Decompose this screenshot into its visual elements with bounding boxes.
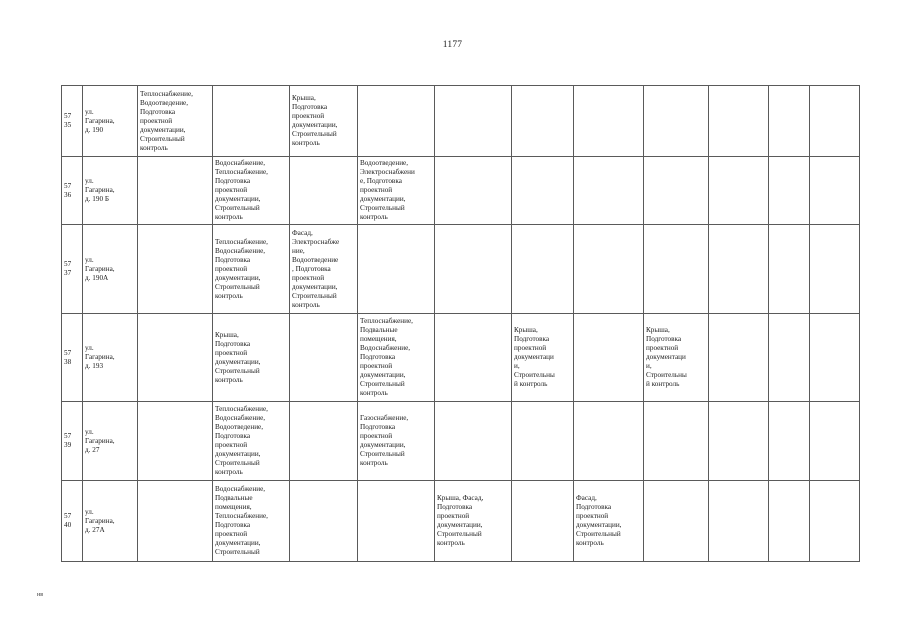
work-cell bbox=[709, 481, 769, 562]
work-cell: Теплоснабжение, Водоснабжение, Подготовка проектной документации, Строительный контроль bbox=[213, 225, 290, 314]
work-cell bbox=[574, 86, 644, 157]
work-cell bbox=[709, 402, 769, 481]
work-cell bbox=[138, 225, 213, 314]
table-row bbox=[62, 86, 860, 157]
work-cell bbox=[138, 402, 213, 481]
table-row bbox=[62, 314, 860, 402]
work-cell: Крыша, Фасад, Подготовка проектной документации, Строительный контроль bbox=[435, 481, 512, 562]
work-cell: Теплоснабжение, Водоснабжение, Водоотведение, Подготовка проектной документации, Строительный контроль bbox=[213, 402, 290, 481]
work-cell bbox=[810, 225, 860, 314]
work-cell bbox=[810, 314, 860, 402]
work-cell: Теплоснабжение, Подвальные помещения, Водоснабжение, Подготовка проектной документации, Строительный контроль bbox=[358, 314, 435, 402]
work-cell bbox=[709, 86, 769, 157]
work-cell bbox=[290, 314, 358, 402]
work-cell bbox=[574, 225, 644, 314]
work-cell: Водоснабжение, Теплоснабжение, Подготовка проектной документации, Строительный контроль bbox=[213, 157, 290, 225]
work-cell bbox=[644, 225, 709, 314]
work-cell bbox=[769, 157, 810, 225]
work-cell: Теплоснабжение, Водоотведение, Подготовка проектной документации, Строительный контроль bbox=[138, 86, 213, 157]
work-cell: Крыша, Подготовка проектной документаци и, Строительны й контроль bbox=[512, 314, 574, 402]
row-number: 57 38 bbox=[62, 314, 83, 402]
work-cell bbox=[290, 481, 358, 562]
footer-mark: нв bbox=[37, 592, 44, 598]
work-cell bbox=[644, 86, 709, 157]
repair-schedule-table bbox=[61, 85, 860, 562]
work-cell bbox=[574, 402, 644, 481]
page-number: 1177 bbox=[442, 40, 463, 50]
work-cell: Газоснабжение, Подготовка проектной документации, Строительный контроль bbox=[358, 402, 435, 481]
work-cell bbox=[435, 314, 512, 402]
work-cell: Фасад, Электроснабже ние, Водоотведение , Подготовка проектной документации, Строительный контроль bbox=[290, 225, 358, 314]
address-cell: ул. Гагарина, д. 27А bbox=[83, 481, 138, 562]
row-number: 57 37 bbox=[62, 225, 83, 314]
work-cell: Крыша, Подготовка проектной документаци и, Строительны й контроль bbox=[644, 314, 709, 402]
work-cell bbox=[709, 225, 769, 314]
row-number: 57 40 bbox=[62, 481, 83, 562]
table-row bbox=[62, 402, 860, 481]
work-cell bbox=[290, 157, 358, 225]
row-number: 57 39 bbox=[62, 402, 83, 481]
work-cell bbox=[574, 157, 644, 225]
work-cell bbox=[138, 481, 213, 562]
work-cell bbox=[769, 225, 810, 314]
work-cell bbox=[213, 86, 290, 157]
address-cell: ул. Гагарина, д. 27 bbox=[83, 402, 138, 481]
table-row bbox=[62, 225, 860, 314]
address-cell: ул. Гагарина, д. 190 Б bbox=[83, 157, 138, 225]
work-cell bbox=[512, 157, 574, 225]
work-cell bbox=[512, 86, 574, 157]
work-cell bbox=[358, 225, 435, 314]
work-cell bbox=[810, 157, 860, 225]
work-cell bbox=[644, 481, 709, 562]
work-cell bbox=[769, 481, 810, 562]
work-cell bbox=[435, 225, 512, 314]
table-row bbox=[62, 481, 860, 562]
work-cell bbox=[435, 86, 512, 157]
work-cell bbox=[138, 157, 213, 225]
work-cell bbox=[644, 157, 709, 225]
row-number: 57 36 bbox=[62, 157, 83, 225]
work-cell bbox=[810, 86, 860, 157]
work-cell bbox=[358, 481, 435, 562]
work-cell bbox=[769, 314, 810, 402]
work-cell bbox=[810, 481, 860, 562]
work-cell: Крыша, Подготовка проектной документации, Строительный контроль bbox=[213, 314, 290, 402]
work-cell bbox=[769, 402, 810, 481]
work-cell bbox=[435, 157, 512, 225]
work-cell bbox=[644, 402, 709, 481]
work-cell bbox=[709, 157, 769, 225]
address-cell: ул. Гагарина, д. 190 bbox=[83, 86, 138, 157]
work-cell: Водоснабжение, Подвальные помещения, Теплоснабжение, Подготовка проектной документации, Строительный bbox=[213, 481, 290, 562]
row-number: 57 35 bbox=[62, 86, 83, 157]
work-cell bbox=[574, 314, 644, 402]
work-cell bbox=[138, 314, 213, 402]
table-row bbox=[62, 157, 860, 225]
work-cell bbox=[709, 314, 769, 402]
work-cell: Крыша, Подготовка проектной документации, Строительный контроль bbox=[290, 86, 358, 157]
address-cell: ул. Гагарина, д. 190А bbox=[83, 225, 138, 314]
work-cell bbox=[769, 86, 810, 157]
work-cell bbox=[810, 402, 860, 481]
work-cell bbox=[512, 481, 574, 562]
work-cell bbox=[512, 402, 574, 481]
address-cell: ул. Гагарина, д. 193 bbox=[83, 314, 138, 402]
work-cell bbox=[512, 225, 574, 314]
work-cell bbox=[435, 402, 512, 481]
work-cell bbox=[290, 402, 358, 481]
work-cell bbox=[358, 86, 435, 157]
work-cell: Водоотведение, Электроснабжени е, Подготовка проектной документации, Строительный контроль bbox=[358, 157, 435, 225]
work-cell: Фасад, Подготовка проектной документации, Строительный контроль bbox=[574, 481, 644, 562]
